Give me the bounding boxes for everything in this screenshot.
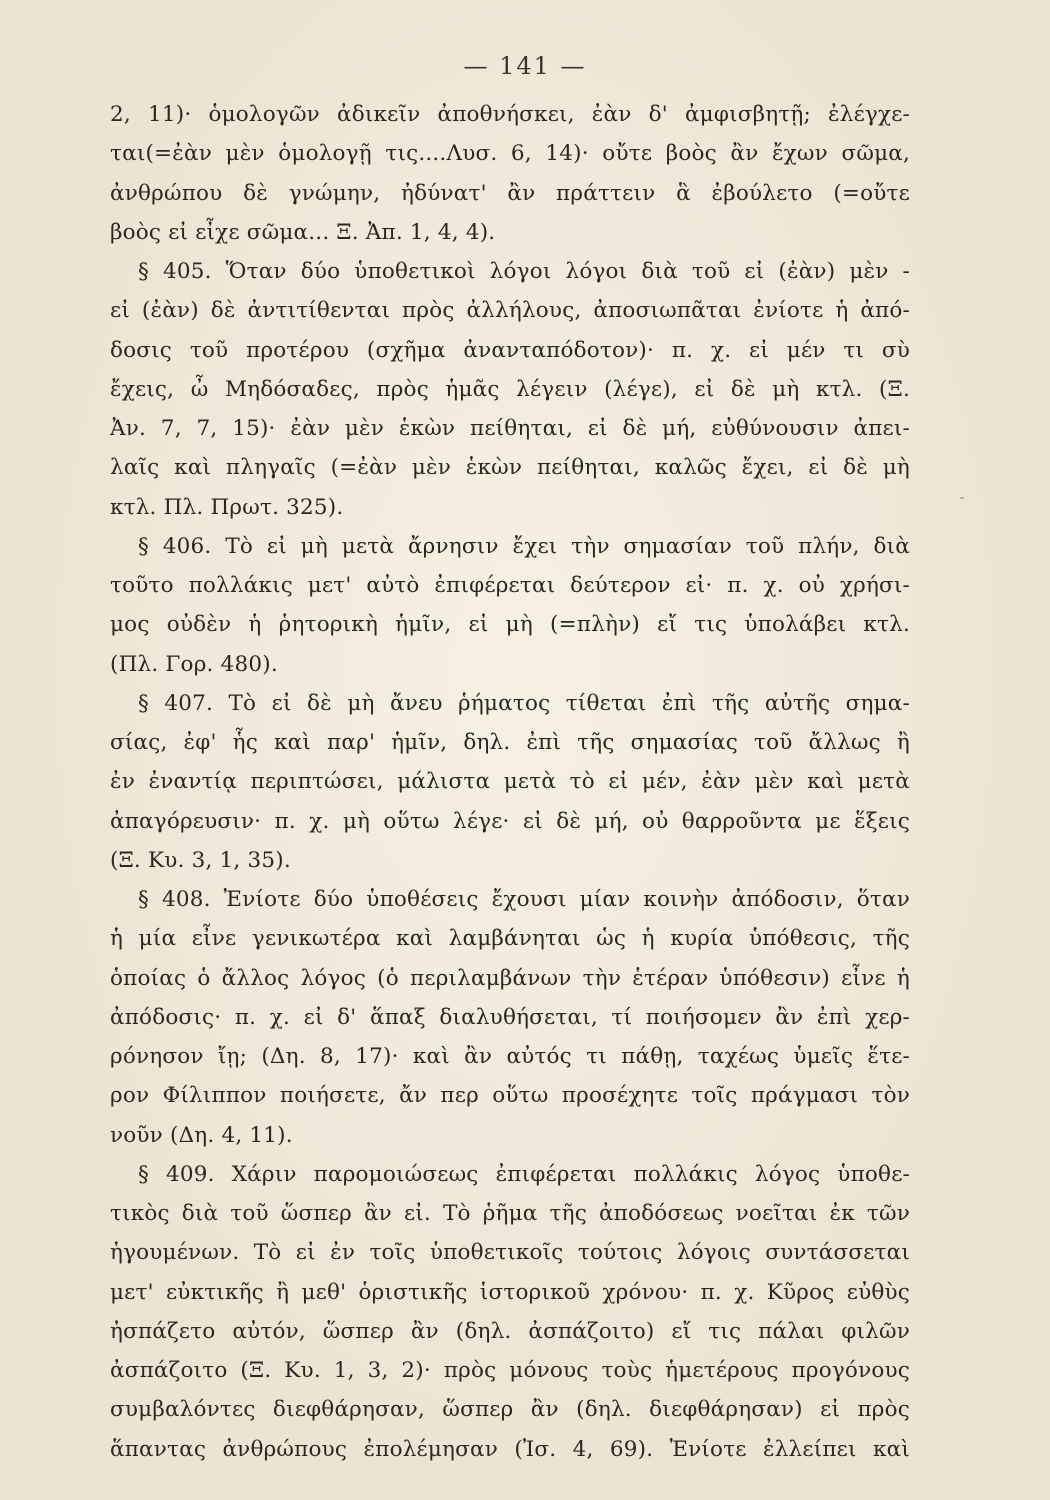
text-line: ρόνησον ἴῃ; (Δη. 8, 17)· καὶ ἂν αὐτός τι πάθῃ, ταχέως ὑμεῖς ἕτε- <box>110 1044 910 1069</box>
text-line: κτλ. Πλ. Πρωτ. 325). <box>110 494 344 520</box>
text-line: ἔχεις, ὦ Μηδόσαδες, πρὸς ἡμᾶς λέγειν (λέγε), εἰ δὲ μὴ κτλ. (Ξ. <box>110 376 910 402</box>
text-line: ἀσπάζοιτο (Ξ. Κυ. 1, 3, 2)· πρὸς μόνους τοὺς ἡμετέρους προγόνους <box>110 1358 910 1383</box>
print-speck <box>960 497 964 499</box>
text-line: ἀνθρώπου δὲ γνώμην, ἠδύνατ' ἂν πράττειν ἃ ἐβούλετο (=οὔτε <box>110 180 910 206</box>
text-line: τοῦτο πολλάκις μετ' αὐτὸ ἐπιφέρεται δεύτερον εἰ· π. χ. οὐ χρήσι- <box>110 573 910 598</box>
text-line: ὁποίας ὁ ἄλλος λόγος (ὁ περιλαμβάνων τὴν ἑτέραν ὑπόθεσιν) εἶνε ἡ <box>110 965 910 991</box>
text-line: Ἀν. 7, 7, 15)· ἐὰν μὲν ἑκὼν πείθηται, εἰ δὲ μή, εὐθύνουσιν ἀπει- <box>110 416 910 441</box>
text-line: ἀπαγόρευσιν· π. χ. μὴ οὕτω λέγε· εἰ δὲ μή, οὐ θαρροῦντα με ἕξεις <box>110 808 910 834</box>
text-line: ἅπαντας ἀνθρώπους ἐπολέμησαν (Ἰσ. 4, 69). Ἐνίοτε ἐλλείπει καὶ <box>110 1436 910 1462</box>
text-line: λαῖς καὶ πληγαῖς (=ἐὰν μὲν ἑκὼν πείθηται, καλῶς ἔχει, εἰ δὲ μὴ <box>110 455 910 481</box>
text-line: 2, 11)· ὁμολογῶν ἀδικεῖν ἀποθνήσκει, ἐὰν δ' ἀμφισβητῇ; ἐλέγχε- <box>110 102 910 127</box>
paragraph-first-line: § 408. Ἐνίοτε δύο ὑποθέσεις ἔχουσι μίαν κοινὴν ἀπόδοσιν, ὅταν <box>138 887 910 912</box>
text-line: νοῦν (Δη. 4, 11). <box>110 1122 293 1148</box>
paragraph-first-line: § 406. Τὸ εἰ μὴ μετὰ ἄρνησιν ἔχει τὴν σημασίαν τοῦ πλήν, διὰ <box>138 533 910 559</box>
text-line: δοσις τοῦ προτέρου (σχῆμα ἀνανταπόδοτον)· π. χ. εἰ μέν τι σὺ <box>110 337 910 363</box>
text-line: σίας, ἐφ' ἧς καὶ παρ' ἡμῖν, δηλ. ἐπὶ τῆς σημασίας τοῦ ἄλλως ἢ <box>110 730 910 755</box>
text-line: ἐν ἐναντίᾳ περιπτώσει, μάλιστα μετὰ τὸ εἰ μέν, ἐὰν μὲν καὶ μετὰ <box>110 769 910 795</box>
text-line: (Ξ. Κυ. 3, 1, 35). <box>110 847 291 873</box>
body-text <box>110 95 910 1469</box>
text-line: ἡγουμένων. Τὸ εἰ ἐν τοῖς ὑποθετικοῖς τούτοις λόγοις συντάσσεται <box>110 1240 910 1266</box>
text-line: μετ' εὐκτικῆς ἢ μεθ' ὁριστικῆς ἱστορικοῦ χρόνου· π. χ. Κῦρος εὐθὺς <box>110 1279 910 1305</box>
paragraph-first-line: § 407. Τὸ εἰ δὲ μὴ ἄνευ ῥήματος τίθεται ἐπὶ τῆς αὐτῆς σημα- <box>138 690 910 716</box>
text-line: ἡ μία εἶνε γενικωτέρα καὶ λαμβάνηται ὡς ἡ κυρία ὑπόθεσις, τῆς <box>110 926 910 952</box>
page-number: — 141 — <box>463 52 587 80</box>
text-line: εἰ (ἐὰν) δὲ ἀντιτίθενται πρὸς ἀλλήλους, ἀποσιωπᾶται ἐνίοτε ἡ ἀπό- <box>110 298 910 324</box>
text-line: βοὸς εἰ εἶχε σῶμα... Ξ. Ἀπ. 1, 4, 4). <box>110 219 496 245</box>
text-line: ται(=ἐὰν μὲν ὁμολογῇ τις....Λυσ. 6, 14)· οὔτε βοὸς ἂν ἔχων σῶμα, <box>110 141 910 167</box>
text-line: μος οὐδὲν ἡ ῥητορικὴ ἡμῖν, εἰ μὴ (=πλὴν) εἴ τις ὑπολάβει κτλ. <box>110 612 910 638</box>
text-line: (Πλ. Γορ. 480). <box>110 651 278 677</box>
text-line: ἠσπάζετο αὐτόν, ὥσπερ ἂν (δηλ. ἀσπάζοιτο) εἴ τις πάλαι φιλῶν <box>110 1318 910 1344</box>
text-line: ἀπόδοσις· π. χ. εἰ δ' ἅπαξ διαλυθήσεται, τί ποιήσομεν ἂν ἐπὶ χερ- <box>110 1004 910 1030</box>
text-line: ρον Φίλιππον ποιήσετε, ἄν περ οὕτω προσέχητε τοῖς πράγμασι τὸν <box>110 1083 910 1109</box>
text-line: τικὸς διὰ τοῦ ὥσπερ ἂν εἰ. Τὸ ῥῆμα τῆς ἀποδόσεως νοεῖται ἐκ τῶν <box>110 1201 910 1226</box>
text-line: συμβαλόντες διεφθάρησαν, ὥσπερ ἂν (δηλ. διεφθάρησαν) εἰ πρὸς <box>110 1397 910 1423</box>
paragraph-first-line: § 405. Ὅταν δύο ὑποθετικοὶ λόγοι λόγοι διὰ τοῦ εἰ (ἐὰν) μὲν - <box>138 259 910 284</box>
paragraph-first-line: § 409. Χάριν παρομοιώσεως ἐπιφέρεται πολλάκις λόγος ὑποθε- <box>138 1161 910 1187</box>
